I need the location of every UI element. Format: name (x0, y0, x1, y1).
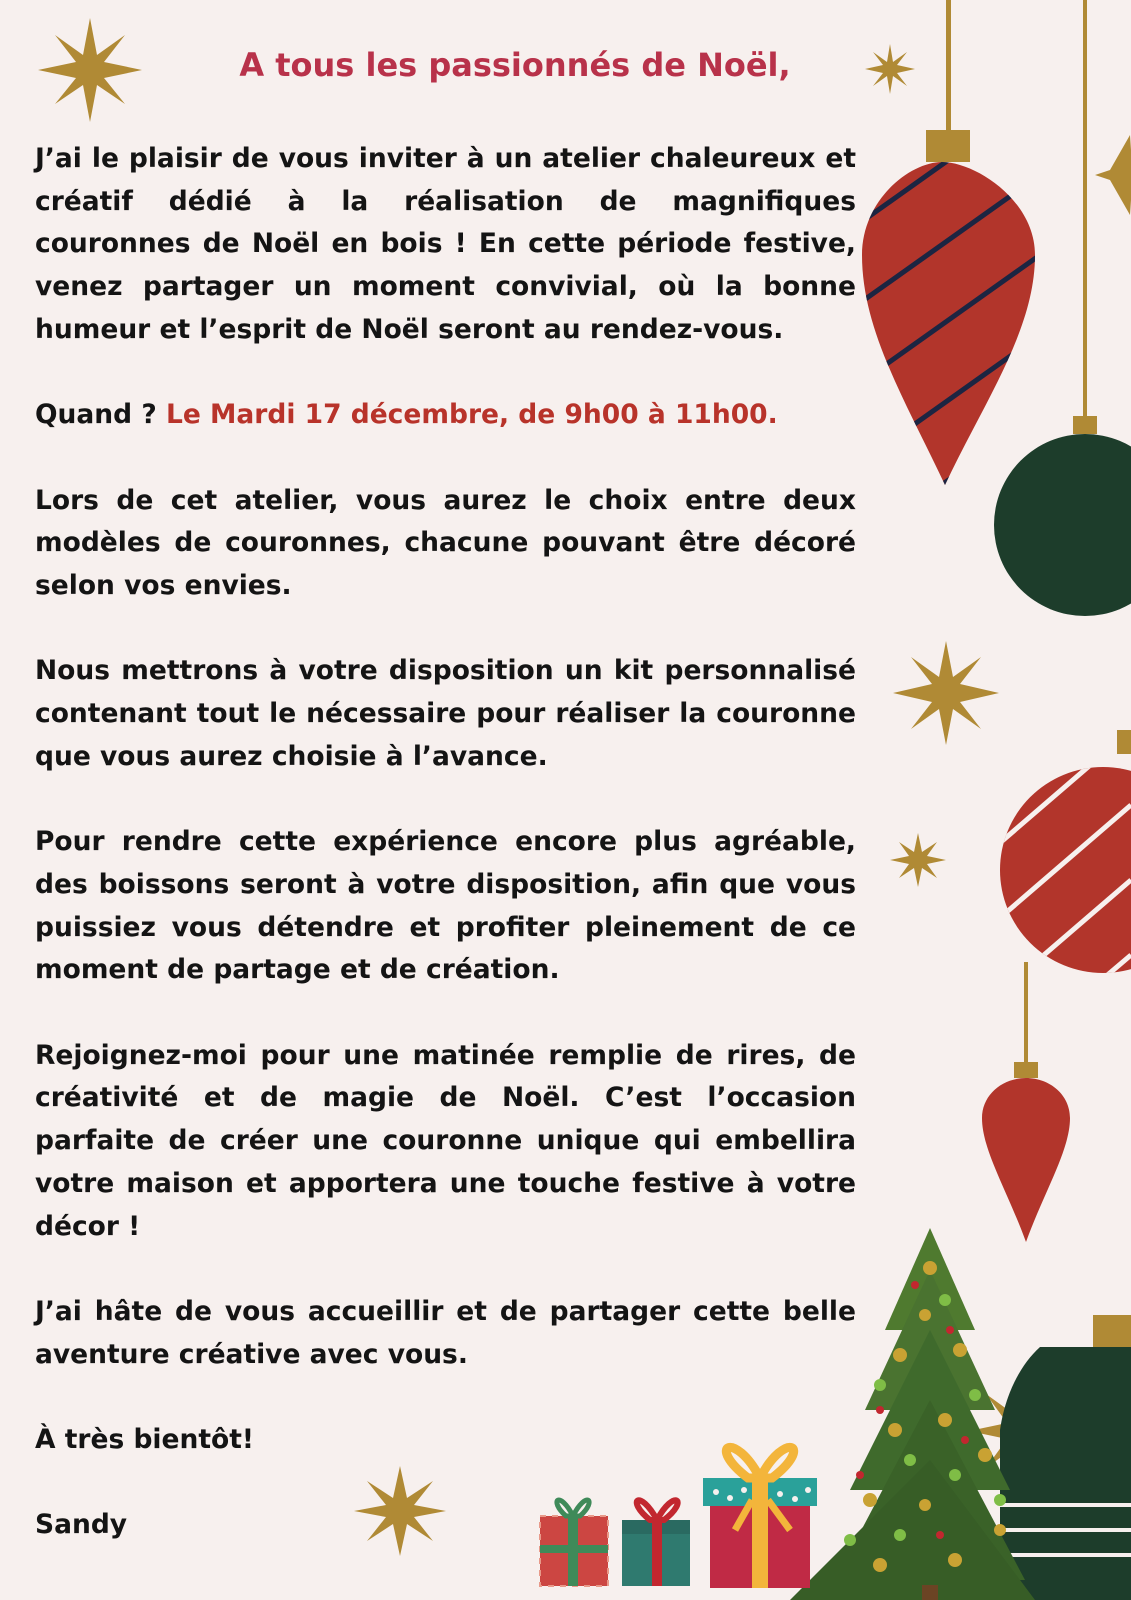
ornament-icon (1000, 1315, 1131, 1600)
star-icon (865, 44, 915, 94)
when-label: Quand ? (35, 399, 157, 431)
when-paragraph (35, 394, 856, 437)
signature: Sandy (35, 1509, 128, 1541)
intro-paragraph: J’ai le plaisir de vous inviter à un atelier chaleureux et créatif dédié à la réalisation de magnifiques couronnes de Noël en bois ! En cette période festive, venez partager un moment convivial, où la bonne humeur et l’esprit de Noël seront au rendez-vous. (35, 143, 856, 345)
ornament-icon (982, 962, 1070, 1242)
kit-paragraph: Nous mettrons à votre disposition un kit personnalisé contenant tout le nécessaire pour réaliser la couronne que vous aurez choisie à l’avance. (35, 655, 856, 772)
farewell: À très bientôt! (35, 1423, 254, 1455)
ornament-icon (980, 730, 1131, 1075)
letter-title: A tous les passionnés de Noël, (239, 46, 791, 84)
closing-paragraph: J’ai hâte de vous accueillir et de partager cette belle aventure créative avec vous. (35, 1295, 856, 1370)
star-icon (1095, 135, 1131, 215)
join-paragraph: Rejoignez-moi pour une matinée remplie de rires, de créativité et de magie de Noël. C’est l’occasion parfaite de créer une couronne unique qui embellira votre maison et apportera une touche festive à votre décor ! (35, 1039, 856, 1242)
star-icon (893, 641, 999, 745)
letter-body (35, 138, 856, 1547)
star-icon (38, 18, 142, 122)
drinks-paragraph: Pour rendre cette expérience encore plus agréable, des boissons seront à votre disposition, afin que vous puissiez vous détendre et profiter pleinement de ce moment de partage et de création. (35, 826, 856, 986)
models-paragraph: Lors de cet atelier, vous aurez le choix entre deux modèles de couronnes, chacune pouvant être décoré selon vos envies. (35, 484, 856, 601)
event-date: Le Mardi 17 décembre, de 9h00 à 11h00. (165, 399, 778, 431)
ornament-icon (850, 0, 1040, 550)
star-icon (890, 833, 946, 887)
